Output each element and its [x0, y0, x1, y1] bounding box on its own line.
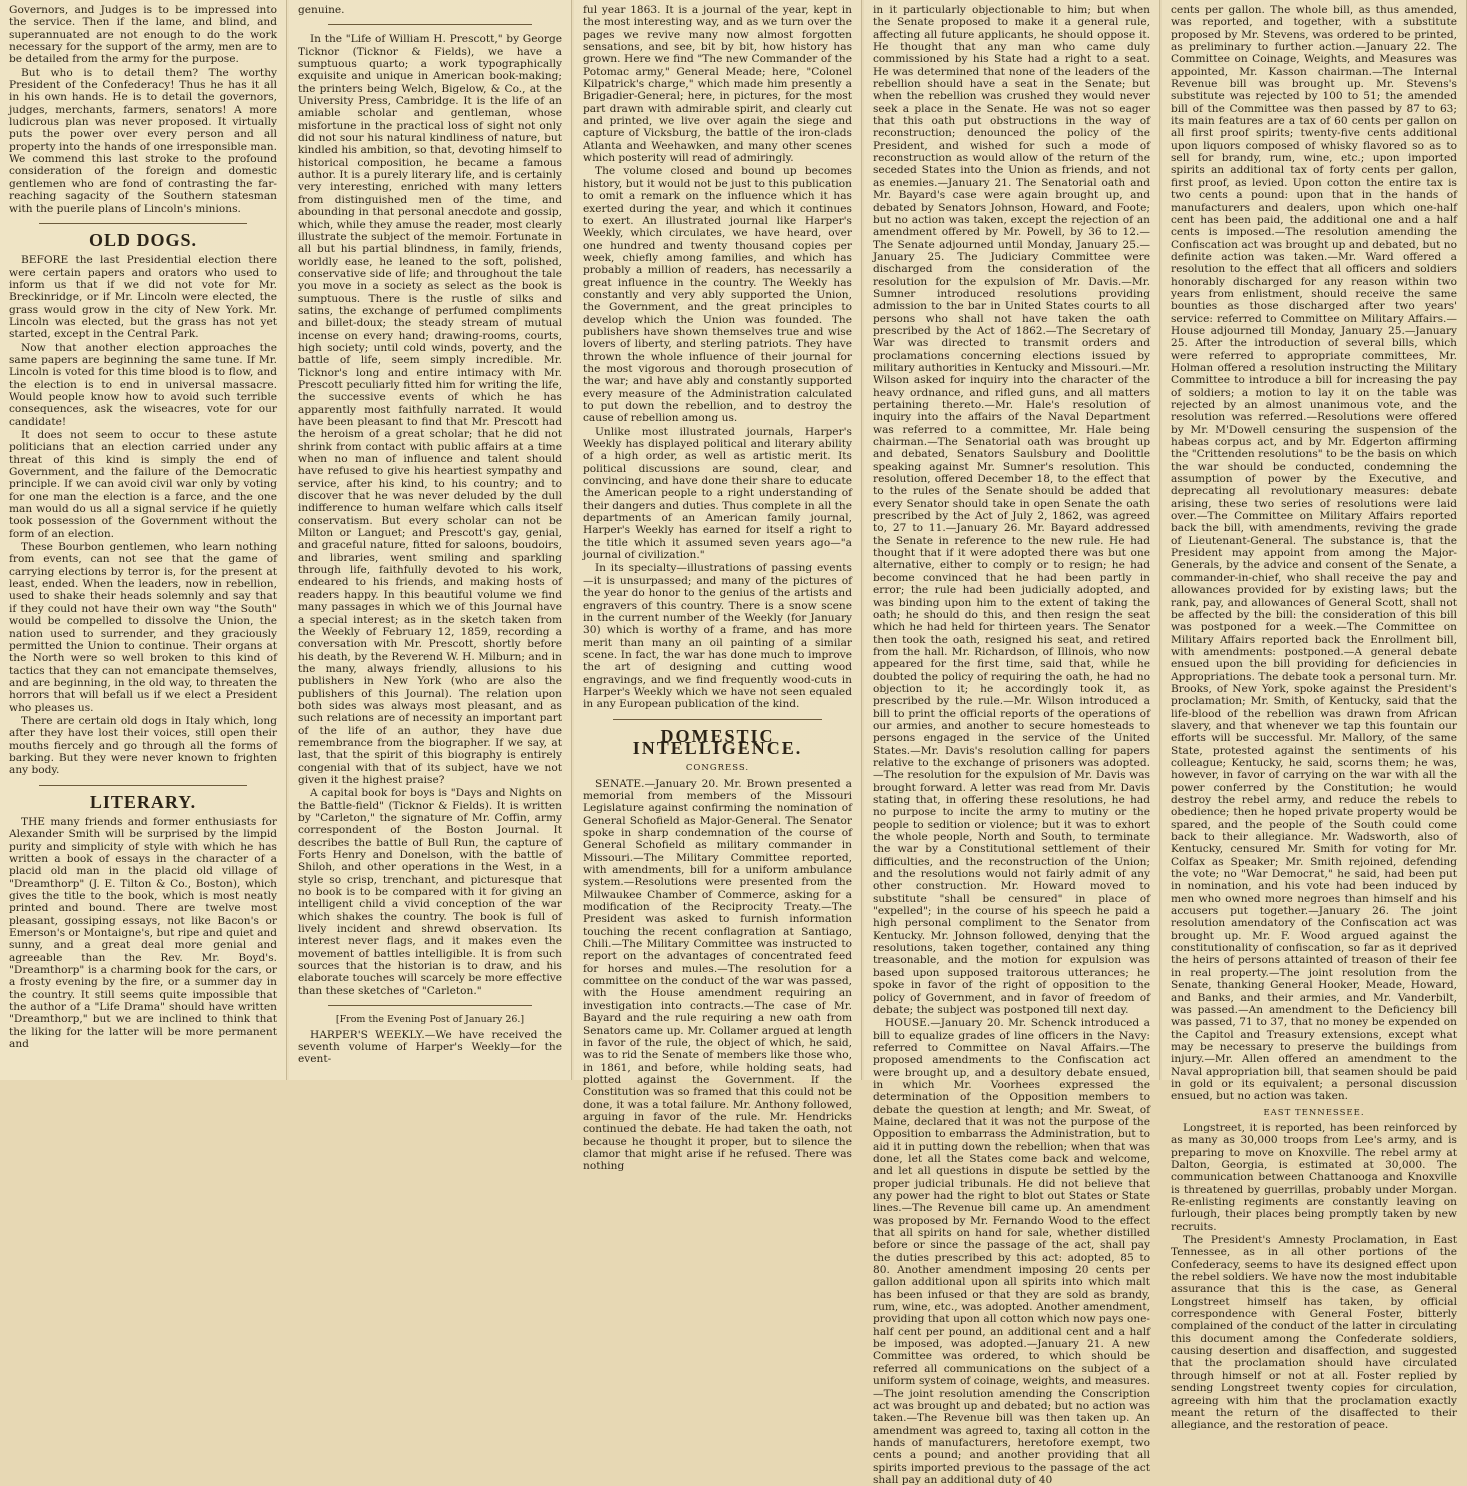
col1-paragraph: Now that another election approaches the same papers are beginning the same tune. If Mr. Lincoln is voted for this time blood is to flow, and the election is to end in universal massacre. Would people know how to avoid such terrible consequences, ask the wiseacres, vote for our candidate!	[9, 341, 277, 428]
col2-paragraph: A capital book for boys is "Days and Nights on the Battle-field" (Ticknor & Fields). It is written by "Carleton," the signature of Mr. Coffin, army correspondent of the Boston Journal. It describes the battle of Bull Run, the capture of Forts Henry and Donelson, with the battle of Shiloh, and other operations in the West, in a style so crisp, trenchant, and picturesque that no book is to be compared with it for giving an intelligent child a vivid conception of the war which shakes the country. The book is full of lively incident and shrewd observation. Its interest never flags, and it makes even the movement of battles intelligible. It is from such sources that the historian is to draw, and his elaborate touches will scarcely be more effective than these sketches of "Carleton."	[298, 787, 562, 997]
col1-paragraph: These Bourbon gentlemen, who learn nothing from events, can not see that the game of carrying elections by terror is, for the present at least, ended. When the leaders, now in rebellion, used to shake their heads solemnly and say that if they could not have their own way "the South" would be compelled to dissolve the Union, the nation used to surrender, and they graciously permitted the Union to continue. Their organs at the North were so well broken to this kind of tactics that they can not emancipate themselves, and are beginning, in the old way, to threaten the horrors that will befall us if we elect a President who pleases us.	[9, 541, 277, 714]
section-divider	[613, 719, 822, 720]
subheading-congress: CONGRESS.	[685, 763, 750, 774]
col3-paragraph: Unlike most illustrated journals, Harper's Weekly has displayed political and literary ability of a high order, as well as artistic merit. Its political discussions are sound, clear, and convincing, and have done their share to educate the American people to a right understanding of their dangers and duties. Thus complete in all the departments of an American family journal, Harper's Weekly has earned for itself a right to the title which it assumed seven years ago—"a journal of civilization."	[583, 425, 852, 562]
heading-old-dogs: OLD DOGS.	[88, 229, 198, 250]
col2-top-line: genuine.	[298, 4, 345, 16]
col3-paragraph: ful year 1863. It is a journal of the year, kept in the most interesting way, and as we turn over the pages we revive many now almost forgotten sensations, and see, bit by bit, how history has grown. Here we find "The new Commander of the Potomac army," General Meade; here, "Colonel Kilpatrick's charge," which made him presently a Brigadier-General; here, in pictures, for the most part drawn with admirable spirit, and clearly cut and printed, we live over again the siege and capture of Vicksburg, the battle of the iron-clads Atlanta and Weehawken, and many other scenes which posterity will read of admiringly.	[583, 4, 852, 165]
col5-paragraph: Longstreet, it is reported, has been reinforced by as many as 30,000 troops from Lee's army, and is preparing to move on Knoxville. The rebel army at Dalton, Georgia, is estimated at 30,000. The communication between Chattanooga and Knoxville is threatened by guerrillas, probably under Morgan. Re-enlisting regiments are constantly leaving on furlough, their places being promptly taken by new recruits.	[1171, 1121, 1457, 1233]
col5-paragraph: The President's Amnesty Proclamation, in East Tennessee, as in all other portions of the Confederacy, seems to have its designed effect upon the rebel soldiers. We have now the most indubitable assurance that this is the case, as General Longstreet himself has taken, by official correspondence with General Foster, bitterly complained of the conduct of the latter in circulating this document among the Confederate soldiers, causing desertion and disaffection, and suggested that the proclamation should have circulated through himself or not at all. Foster replied by sending Longstreet twenty copies for circulation, agreeing with him that the proclamation exactly meant the return of the disaffected to their allegiance, and the restoration of peace.	[1171, 1234, 1457, 1432]
col1-paragraph: Governors, and Judges is to be impressed into the service. Then if the lame, and blind, and superannuated are not enough to do the work necessary for the support of the army, men are to be detailed from the army for the purpose.	[9, 4, 277, 66]
col4-paragraph: HOUSE.—January 20. Mr. Schenck introduced a bill to equalize grades of line officers in the Navy: referred to Committee on Naval Affairs.—The proposed amendments to the Confiscation act were brought up, and a desultory debate ensued, in which Mr. Voorhees expressed the determination of the Opposition members to debate the question at length; and Mr. Sweat, of Maine, declared that it was not the purpose of the Opposition to embarrass the Administration, but to aid it in putting down the rebellion; when that was done, let all the States come back and welcome, and let all questions in dispute be settled by the proper judicial tribunals. He did not believe that any power had the right to blot out States or State lines.—The Revenue bill came up. An amendment was proposed by Mr. Fernando Wood to the effect that all spirits on hand for sale, whether distilled before or since the passage of the act, shall pay the duties prescribed by this act: adopted, 85 to 80. Another amendment imposing 20 cents per gallon additional upon all spirits into which malt has been infused or that they are sold as brandy, rum, wine, etc., was adopted. Another amendment, providing that upon all cotton which now pays one-half cent per pound, an additional cent and a half be imposed, was adopted.—January 21. A new Committee was ordered, to which should be referred all communications on the subject of a uniform system of coinage, weights, and measures.—The joint resolution amending the Conscription act was brought up and debated; but no action was taken.—The Revenue bill was then taken up. An amendment was agreed to, taxing all cotton in the hands of manufacturers, heretofore exempt, two cents a pound; and another providing that all spirits imported previous to the passage of the act shall pay an additional duty of 40	[873, 1017, 1150, 1486]
source-credit: [From the Evening Post of January 26.]	[335, 1014, 525, 1026]
column-5	[1162, 0, 1467, 1432]
col1-paragraph: BEFORE the last Presidential election there were certain papers and orators who used to inform us that if we did not vote for Mr. Breckinridge, or if Mr. Lincoln were elected, the grass would grow in the city of New York. Mr. Lincoln was elected, but the grass has not yet started, except in the Central Park.	[9, 254, 277, 341]
column-1	[0, 0, 287, 1080]
section-divider	[328, 24, 532, 25]
col4-paragraph: in it particularly objectionable to him; but when the Senate proposed to make it a general rule, affecting all future applicants, he should oppose it. He thought that any man who came duly commissioned by his State had a right to a seat. He was determined that none of the leaders of the rebellion should have a seat in the Senate; but when the rebellion was crushed they would never seek a place in the Senate. He was not so eager that this oath put obstructions in the way of reconstruction; denounced the policy of the President, and wished for such a mode of reconstruction as would allow of the return of the seceded States into the Union as friends, and not as enemies.—January 21. The Senatorial oath and Mr. Bayard's case were again brought up, and debated by Senators Johnson, Howard, and Foote; but no action was taken, except the rejection of an amendment offered by Mr. Powell, by 36 to 12.—The Senate adjourned until Monday, January 25.—January 25. The Judiciary Committee were discharged from the consideration of the resolution for the expulsion of Mr. Davis.—Mr. Sumner introduced resolutions providing admission to the bar in United States courts to all persons who shall not have taken the oath prescribed by the Act of 1862.—The Secretary of War was directed to transmit orders and proclamations concerning elections issued by military authorities in Kentucky and Missouri.—Mr. Wilson asked for inquiry into the character of the heavy ordnance, and rifled guns, and all matters pertaining thereto.—Mr. Hale's resolution of inquiry into the affairs of the Naval Department was referred to a committee, Mr. Hale being chairman.—The Senatorial oath was brought up and debated, Senators Saulsbury and Doolittle speaking against Mr. Sumner's resolution. This resolution, offered December 18, to the effect that to the rules of the Senate should be added that every Senator should take in open Senate the oath prescribed by the Act of July 2, 1862, was agreed to, 27 to 11.—January 26. Mr. Bayard addressed the Senate in reference to the new rule. He had thought that if it were adopted there was but one alternative, either to comply or to resign; he had become convinced that he had been partly in error; the rule had been judicially adopted, and was binding upon him to the extent of taking the oath; he should do this, and then resign the seat which he had held for thirteen years. The Senator then took the oath, resigned his seat, and retired from the hall. Mr. Richardson, of Illinois, who now appeared for the first time, said that, while he doubted the policy of requiring the oath, he had no objection to it; he accordingly took it, as prescribed by the rule.—Mr. Wilson introduced a bill to print the official reports of the operations of our armies, and another to secure homesteads to persons engaged in the service of the United States.—Mr. Davis's resolution calling for papers relative to the exchange of prisoners was adopted.—The resolution for the expulsion of Mr. Davis was brought forward. A letter was read from Mr. Davis stating that, in offering these resolutions, he had no purpose to incite the army to mutiny or the people to sedition or violence; but it was to exhort the whole people, North and South, to terminate the war by a Constitutional settlement of their difficulties, and the reconstruction of the Union; and the resolutions would not fairly admit of any other construction. Mr. Howard moved to substitute "shall be censured" in place of "expelled"; in the course of his speech he paid a high personal compliment to the Senator from Kentucky. Mr. Johnson followed, denying that the resolutions, taken together, contained any thing treasonable, and the motion for expulsion was based upon supposed traitorous utterances; he spoke in favor of the right of opposition to the policy of Government, and in favor of freedom of debate; the subject was postponed till next day.	[873, 4, 1150, 1016]
column-4	[864, 0, 1160, 1486]
section-divider	[328, 1005, 532, 1006]
subheading-east-tennessee: EAST TENNESSEE.	[1263, 1107, 1365, 1118]
col2-paragraph: In the "Life of William H. Prescott," by George Ticknor (Ticknor & Fields), we have a sumptuous quarto; a work typographically exquisite and unique in American book-making; the printers being Welch, Bigelow, & Co., at the University Press, Cambridge. It is the life of an amiable scholar and gentleman, whose misfortune in the practical loss of sight not only did not sour his natural kindliness of nature, but kindled his ambition, so that, devoting himself to historical composition, he became a famous author. It is a purely literary life, and is certainly very interesting, enriched with many letters from distinguished men of the time, and abounding in that personal anecdote and gossip, which, while they amuse the reader, most clearly illustrate the subject of the memoir. Fortunate in all but his partial blindness, in family, friends, worldly ease, he leaned to the soft, polished, conservative side of life; and throughout the tale you move in a society as select as the book is sumptuous. There is the rustle of silks and satins, the exchange of perfumed compliments and billet-doux; the steady stream of mutual incense on every hand; drawing-rooms, courts, high society; until cold winds, poverty, and the battle of life, seem simply incredible. Mr. Ticknor's long and entire intimacy with Mr. Prescott peculiarly fitted him for writing the life, the successive events of which he has apparently most faithfully narrated. It would have been pleasant to find that Mr. Prescott had the heroism of a great scholar; that he did not shrink from contact with public affairs at a time when no man of influence and talent should have refused to give his heartiest sympathy and service, after his kind, to his country; and to discover that he was never deluded by the dull indifference to human welfare which calls itself conservatism. But every scholar can not be Milton or Languet; and Prescott's gay, genial, and graceful nature, fitted for saloons, boudoirs, and libraries, went smiling and sparkling through life, faithfully devoted to his work, endeared to his friends, and making hosts of readers happy. In this beautiful volume we find many passages in which we of this Journal have a special interest; as in the sketch taken from the Weekly of February 12, 1859, recording a conversation with Mr. Prescott, shortly before his death, by the Reverend W. H. Milburn; and in the many, always friendly, allusions to his publishers in New York (who are also the publishers of this Journal). The relation upon both sides was always most pleasant, and as such relations are of necessity an important part of the life of an author, they have due remembrance from the biographer. If we say, at last, that the spirit of this biography is entirely congenial with that of its subject, have we not given it the highest praise?	[298, 33, 562, 786]
section-divider	[39, 223, 247, 224]
heading-literary: LITERARY.	[89, 791, 197, 812]
col2-paragraph: HARPER'S WEEKLY.—We have received the seventh volume of Harper's Weekly—for the event-	[298, 1028, 562, 1066]
col3-paragraph: SENATE.—January 20. Mr. Brown presented a memorial from members of the Missouri Legislature against confirming the nomination of General Schofield as Major-General. The Senator spoke in sharp condemnation of the course of General Schofield as military commander in Missouri.—The Military Committee reported, with amendments, bill for a uniform ambulance system.—Resolutions were presented from the Milwaukee Chamber of Commerce, asking for a modification of the Reciprocity Treaty.—The President was asked to furnish information touching the recent conflagration at Santiago, Chili.—The Military Committee was instructed to report on the advantages of concentrated feed for horses and mules.—The resolution for a committee on the conduct of the war was passed, with the House amendment requiring an investigation into contracts.—The case of Mr. Bayard and the rule requiring a new oath from Senators came up. Mr. Collamer argued at length in favor of the rule, the object of which, he said, was to rid the Senate of members like those who, in 1861, and before, while holding seats, had plotted against the Government. If the Constitution was so framed that this could not be done, it was a total failure. Mr. Anthony followed, arguing in favor of the rule. Mr. Hendricks continued the debate. He had taken the oath, not because he thought it proper, but to silence the clamor that might arise if he refused. There was nothing	[583, 777, 852, 1173]
col1-paragraph: There are certain old dogs in Italy which, long after they have lost their voices, still open their mouths fiercely and go through all the forms of barking. But they were never known to frighten any body.	[9, 714, 277, 777]
col3-paragraph: The volume closed and bound up becomes history, but it would not be just to this publication to omit a remark on the influence which it has exerted during the year, and which it continues to exert. An illustrated journal like Harper's Weekly, which circulates, we have heard, over one hundred and twenty thousand copies per week, chiefly among families, and which has probably a million of readers, has necessarily a great influence in the country. The Weekly has constantly and very ably supported the Union, the Government, and the great principles to develop which the Union was founded. The publishers have shown themselves true and wise lovers of liberty, and sterling patriots. They have thrown the whole influence of their journal for the most vigorous and thorough prosecution of the war; and have ably and constantly supported every measure of the Administration calculated to put down the rebellion, and to destroy the cause of rebellion among us.	[583, 165, 852, 425]
column-3	[574, 0, 862, 1173]
col5-paragraph: cents per gallon. The whole bill, as thus amended, was reported, and together, with a substitute proposed by Mr. Stevens, was ordered to be printed, as preliminary to further action.—January 22. The Committee on Coinage, Weights, and Measures was appointed, Mr. Kasson chairman.—The Internal Revenue bill was brought up. Mr. Stevens's substitute was rejected by 100 to 51; the amended bill of the Committee was then passed by 87 to 63; its main features are a tax of 60 cents per gallon on all first proof spirits; twenty-five cents additional upon liquors composed of whisky flavored so as to sell for brandy, rum, wine, etc.; upon imported spirits an additional tax of forty cents per gallon, first proof, as levied. Upon cotton the entire tax is two cents a pound: upon that in the hands of manufacturers and dealers, upon which one-half cent has been paid, the additional one and a half cents is imposed.—The resolution amending the Confiscation act was brought up and debated, but no definite action was taken.—Mr. Ward offered a resolution to the effect that all officers and soldiers honorably discharged for any reason within two years from enlistment, should receive the same bounties as those discharged after two years' service: referred to Committee on Military Affairs.—House adjourned till Monday, January 25.—January 25. After the introduction of several bills, which were referred to appropriate committees, Mr. Holman offered a resolution instructing the Military Committee to introduce a bill for increasing the pay of soldiers; a motion to lay it on the table was rejected by an almost unanimous vote, and the resolution was referred.—Resolutions were offered by Mr. M'Dowell censuring the suspension of the habeas corpus act, and by Mr. Edgerton affirming the "Crittenden resolutions" to be the basis on which the war should be conducted, condemning the assumption of power by the Executive, and deprecating all revolutionary measures: debate arising, these two series of resolutions were laid over.—The Committee on Military Affairs reported back the bill, with amendments, reviving the grade of Lieutenant-General. The substance is, that the President may appoint from among the Major-Generals, by the advice and consent of the Senate, a commander-in-chief, who shall receive the pay and allowances provided for by existing laws; but the rank, pay, and allowances of General Scott, shall not be affected by the bill: the consideration of this bill was postponed for a week.—The Committee on Military Affairs reported back the Enrollment bill, with amendments: postponed.—A general debate ensued upon the bill providing for deficiencies in Appropriations. The debate took a personal turn. Mr. Brooks, of New York, spoke against the President's proclamation; Mr. Smith, of Kentucky, said that the life-blood of the rebellion was drawn from African slavery, and that whenever we tap this fountain our efforts will be successful. Mr. Mallory, of the same State, protested against the sentiments of his colleague; Kentucky, he said, scorns them; he was, however, in favor of carrying on the war with all the power conferred by the Constitution; he would destroy the rebel army, and reduce the rebels to obedience; then he hoped private property would be spared, and the people of the South could come back to their allegiance. Mr. Wadsworth, also of Kentucky, censured Mr. Smith for voting for Mr. Colfax as Speaker; Mr. Smith rejoined, defending the vote; no "War Democrat," he said, had been put in nomination, and his vote had been induced by men who owned more negroes than himself and his accusers put together.—January 26. The joint resolution amendatory of the Confiscation act was brought up. Mr. F. Wood argued against the constitutionality of confiscation, so far as it deprived the heirs of persons attainted of treason of their fee in real property.—The joint resolution from the Senate, thanking General Hooker, Meade, Howard, and Banks, and their armies, and Mr. Vanderbilt, was passed.—An amendment to the Deficiency bill was passed, 71 to 37, that no money be expended on the Capitol and Treasury extensions, except what may be necessary to preserve the buildings from injury.—Mr. Allen offered an amendment to the Naval appropriation bill, that seamen should be paid in gold or its equivalent; a personal discussion ensued, but no action was taken.	[1171, 4, 1457, 1103]
section-divider	[39, 785, 247, 786]
col1-paragraph: THE many friends and former enthusiasts for Alexander Smith will be surprised by the limpid purity and simplicity of style with which he has written a book of essays in the character of a placid old man in the placid old village of "Dreamthorp" (J. E. Tilton & Co., Boston), which gives the title to the book, which is most neatly printed and bound. There are twelve most pleasant, gossiping essays, not like Bacon's or Emerson's or Montaigne's, but ripe and quiet and sunny, and a great deal more genial and agreeable than the Rev. Mr. Boyd's. "Dreamthorp" is a charming book for the cars, or a frosty evening by the fire, or a summer day in the country. It still seems quite impossible that the author of a "Life Drama" should have written "Dreamthorp," but we are inclined to think that the liking for the latter will be more permanent and	[9, 815, 277, 1051]
col3-paragraph: In its specialty—illustrations of passing events—it is unsurpassed; and many of the pictures of the year do honor to the genius of the artists and engravers of this country. There is a snow scene in the current number of the Weekly (for January 30) which is worthy of a frame, and has more merit than many an oil painting of a similar scene. In fact, the war has done much to improve the art of designing and cutting wood engravings, and we find frequently wood-cuts in Harper's Weekly which we have not seen equaled in any European publication of the kind.	[583, 562, 852, 711]
heading-domestic-intelligence: DOMESTIC INTELLIGENCE.	[632, 725, 803, 758]
col1-paragraph: It does not seem to occur to these astute politicians that an election carried under any threat of this kind is simply the end of Government, and the failure of the Democratic principle. If we can avoid civil war only by voting for one man the election is a farce, and the one man would do us all a signal service if he quietly took possession of the Government without the form of an election.	[9, 429, 277, 540]
column-2	[289, 0, 572, 1080]
col1-paragraph: But who is to detail them? The worthy President of the Confederacy! Thus he has it all in his own hands. He is to detail the governors, judges, merchants, farmers, senators! A more ludicrous plan was never proposed. It virtually puts the power over every person and all property into the hands of one irresponsible man. We commend this last stroke to the profound consideration of the foreign and domestic gentlemen who are fond of contrasting the far-reaching sagacity of the Southern statesman with the puerile plans of Lincoln's minions.	[9, 66, 277, 215]
